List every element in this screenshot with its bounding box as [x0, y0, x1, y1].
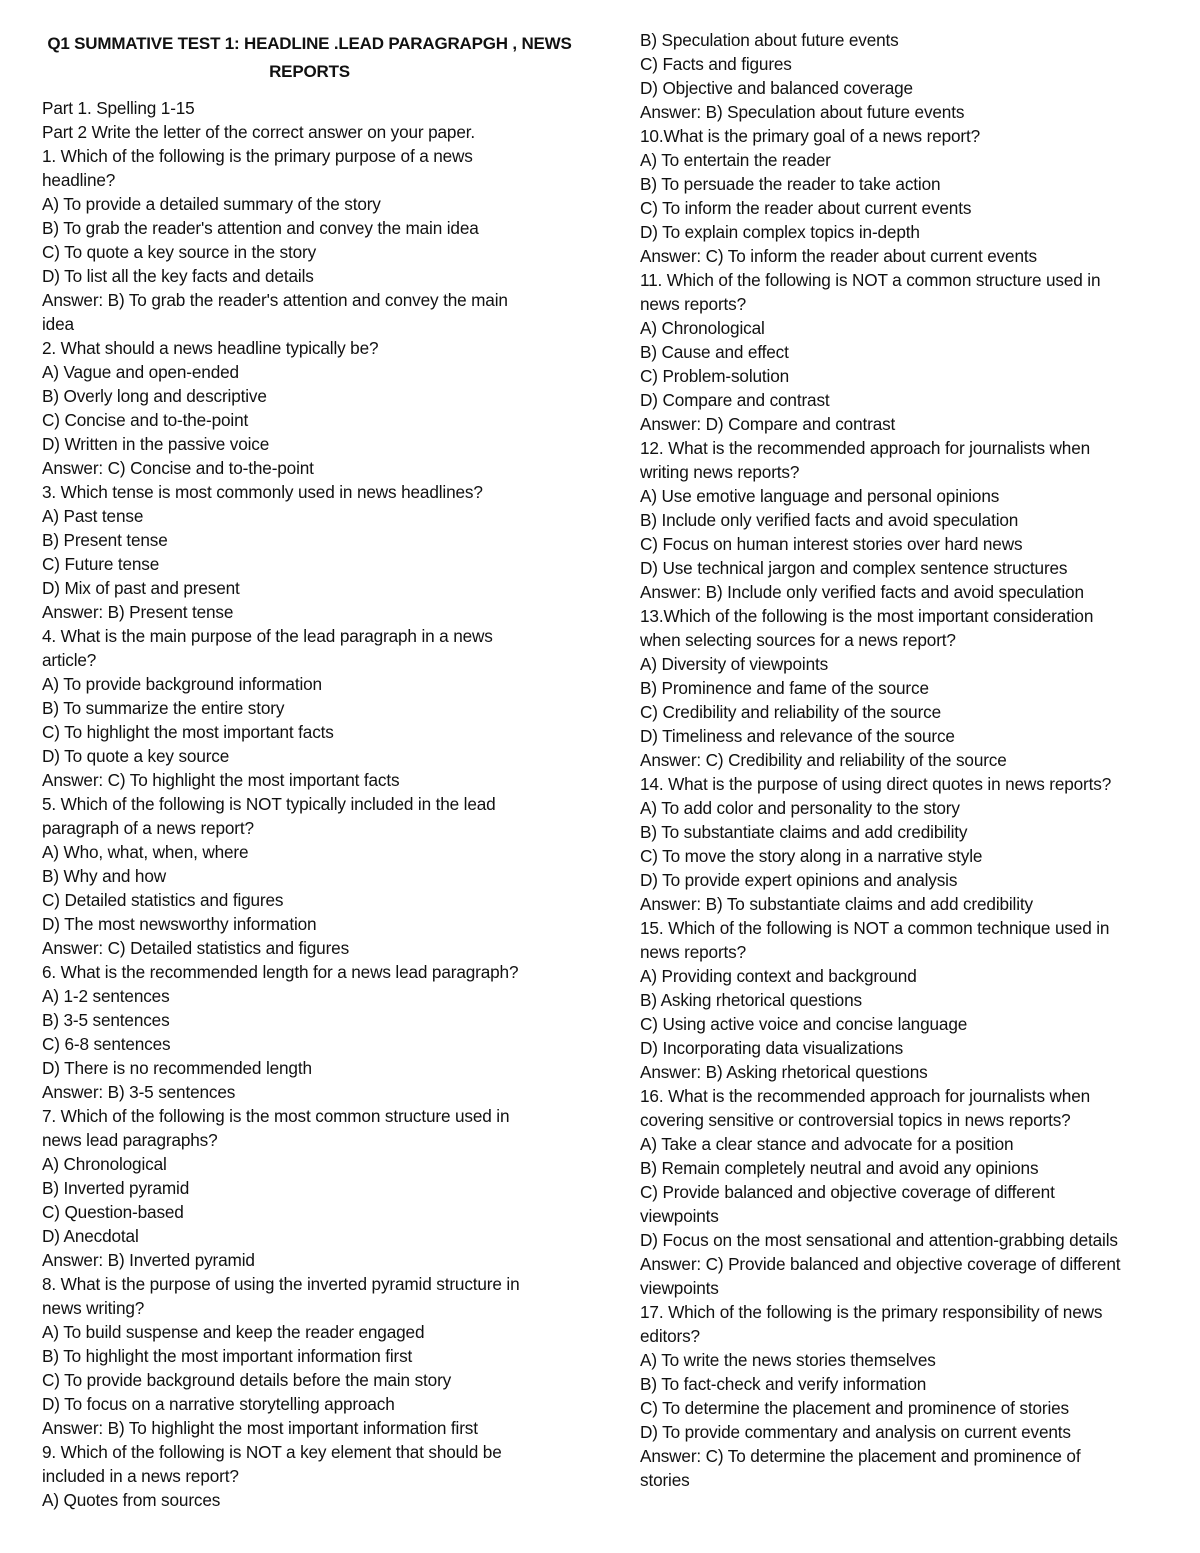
- right-column-line: when selecting sources for a news report?: [640, 630, 956, 650]
- right-column-line: C) To determine the placement and prominence of stories: [640, 1398, 1069, 1418]
- left-column-line: C) To quote a key source in the story: [42, 242, 317, 262]
- right-column-line: A) To add color and personality to the story: [640, 798, 960, 818]
- right-column-line: writing news reports?: [640, 462, 800, 482]
- right-column-line: Answer: C) Credibility and reliability of the source: [640, 750, 1007, 770]
- title-line-1: Q1 SUMMATIVE TEST 1: HEADLINE .LEAD PARAGRAPGH , NEWS: [47, 34, 572, 53]
- left-column-line: news writing?: [42, 1298, 145, 1318]
- left-column-line: A) To provide a detailed summary of the story: [42, 194, 381, 214]
- left-column-line: included in a news report?: [42, 1466, 239, 1486]
- left-column-line: Part 1. Spelling 1-15: [42, 98, 195, 118]
- left-column-line: A) To build suspense and keep the reader engaged: [42, 1322, 425, 1342]
- left-column-line: 5. Which of the following is NOT typically included in the lead: [42, 794, 496, 814]
- left-column-line: A) Who, what, when, where: [42, 842, 249, 862]
- left-column-line: 7. Which of the following is the most common structure used in: [42, 1106, 510, 1126]
- left-column-line: D) To list all the key facts and details: [42, 266, 314, 286]
- right-column-line: stories: [640, 1470, 690, 1490]
- right-column-line: A) Providing context and background: [640, 966, 917, 986]
- right-column-line: C) To move the story along in a narrative style: [640, 846, 983, 866]
- left-column-line: C) Detailed statistics and figures: [42, 890, 284, 910]
- left-column-line: B) Overly long and descriptive: [42, 386, 267, 406]
- right-column-line: viewpoints: [640, 1206, 719, 1226]
- title-line-2: REPORTS: [269, 62, 350, 81]
- right-column-line: D) To provide expert opinions and analysis: [640, 870, 958, 890]
- right-column-line: D) To explain complex topics in-depth: [640, 222, 920, 242]
- left-column-line: B) 3-5 sentences: [42, 1010, 170, 1030]
- right-column-line: B) To substantiate claims and add credibility: [640, 822, 968, 842]
- right-column-line: covering sensitive or controversial topics in news reports?: [640, 1110, 1071, 1130]
- left-column-line: B) Present tense: [42, 530, 168, 550]
- right-column-line: B) Include only verified facts and avoid speculation: [640, 510, 1019, 530]
- right-column-line: news reports?: [640, 942, 747, 962]
- left-column-line: A) Vague and open-ended: [42, 362, 239, 382]
- right-column-line: A) Take a clear stance and advocate for a position: [640, 1134, 1014, 1154]
- right-column-line: 12. What is the recommended approach for journalists when: [640, 438, 1091, 458]
- left-column-line: Answer: C) Detailed statistics and figures: [42, 938, 350, 958]
- left-column-line: C) Concise and to-the-point: [42, 410, 249, 430]
- right-column-line: Answer: D) Compare and contrast: [640, 414, 896, 434]
- right-column-line: B) To persuade the reader to take action: [640, 174, 941, 194]
- right-column-line: 10.What is the primary goal of a news report?: [640, 126, 981, 146]
- right-column-line: A) To write the news stories themselves: [640, 1350, 936, 1370]
- left-column-line: Part 2 Write the letter of the correct answer on your paper.: [42, 122, 475, 142]
- left-column-line: A) To provide background information: [42, 674, 322, 694]
- left-column-line: C) Future tense: [42, 554, 160, 574]
- right-column-line: C) To inform the reader about current events: [640, 198, 972, 218]
- left-column-line: B) To grab the reader's attention and convey the main idea: [42, 218, 479, 238]
- left-column-line: C) To highlight the most important facts: [42, 722, 334, 742]
- right-column-line: 17. Which of the following is the primary responsibility of news: [640, 1302, 1103, 1322]
- right-column-line: B) To fact-check and verify information: [640, 1374, 927, 1394]
- left-column-line: Answer: B) To highlight the most important information first: [42, 1418, 478, 1438]
- left-column-line: article?: [42, 650, 97, 670]
- left-column-line: B) Inverted pyramid: [42, 1178, 190, 1198]
- left-column-line: 6. What is the recommended length for a news lead paragraph?: [42, 962, 519, 982]
- right-column-line: C) Using active voice and concise language: [640, 1014, 968, 1034]
- right-column-line: editors?: [640, 1326, 700, 1346]
- right-column-line: Answer: C) To determine the placement and prominence of: [640, 1446, 1081, 1466]
- left-column-line: B) To highlight the most important information first: [42, 1346, 413, 1366]
- left-column-line: D) There is no recommended length: [42, 1058, 312, 1078]
- left-column-line: A) Past tense: [42, 506, 144, 526]
- left-column-line: A) Chronological: [42, 1154, 167, 1174]
- left-column-line: 2. What should a news headline typically be?: [42, 338, 379, 358]
- right-column-line: Answer: B) To substantiate claims and add credibility: [640, 894, 1033, 914]
- right-column-line: Answer: B) Include only verified facts and avoid speculation: [640, 582, 1084, 602]
- left-column-line: A) Quotes from sources: [42, 1490, 221, 1510]
- right-column-line: C) Provide balanced and objective coverage of different: [640, 1182, 1055, 1202]
- right-column-line: B) Prominence and fame of the source: [640, 678, 929, 698]
- left-column-line: C) 6-8 sentences: [42, 1034, 171, 1054]
- right-column-line: D) To provide commentary and analysis on current events: [640, 1422, 1071, 1442]
- right-column-line: A) Diversity of viewpoints: [640, 654, 829, 674]
- right-column-line: C) Facts and figures: [640, 54, 792, 74]
- right-column-line: A) To entertain the reader: [640, 150, 831, 170]
- left-column-line: D) Written in the passive voice: [42, 434, 270, 454]
- left-column-line: Answer: B) Present tense: [42, 602, 234, 622]
- right-column-line: B) Remain completely neutral and avoid any opinions: [640, 1158, 1039, 1178]
- right-column-line: C) Focus on human interest stories over hard news: [640, 534, 1023, 554]
- right-column-line: A) Chronological: [640, 318, 765, 338]
- left-column-line: 1. Which of the following is the primary purpose of a news: [42, 146, 473, 166]
- left-column-line: 8. What is the purpose of using the inverted pyramid structure in: [42, 1274, 520, 1294]
- left-column-line: A) 1-2 sentences: [42, 986, 170, 1006]
- right-column-line: Answer: B) Speculation about future events: [640, 102, 965, 122]
- right-column-line: C) Problem-solution: [640, 366, 790, 386]
- right-column-line: D) Objective and balanced coverage: [640, 78, 913, 98]
- left-column-line: D) To focus on a narrative storytelling approach: [42, 1394, 395, 1414]
- right-column-line: Answer: C) To inform the reader about current events: [640, 246, 1037, 266]
- right-column-line: Answer: C) Provide balanced and objective coverage of different: [640, 1254, 1121, 1274]
- right-column-line: Answer: B) Asking rhetorical questions: [640, 1062, 928, 1082]
- left-column-line: Answer: C) To highlight the most important facts: [42, 770, 400, 790]
- left-column-line: C) Question-based: [42, 1202, 184, 1222]
- left-column-line: Answer: C) Concise and to-the-point: [42, 458, 314, 478]
- left-column-line: 9. Which of the following is NOT a key element that should be: [42, 1442, 502, 1462]
- left-column-line: B) Why and how: [42, 866, 166, 886]
- left-column-line: D) Mix of past and present: [42, 578, 240, 598]
- left-column-line: D) To quote a key source: [42, 746, 230, 766]
- right-column-line: B) Cause and effect: [640, 342, 789, 362]
- right-column-line: news reports?: [640, 294, 747, 314]
- left-column-line: 4. What is the main purpose of the lead paragraph in a news: [42, 626, 493, 646]
- right-column-line: A) Use emotive language and personal opinions: [640, 486, 1000, 506]
- right-column-line: viewpoints: [640, 1278, 719, 1298]
- left-column: [42, 28, 577, 1512]
- left-column-line: idea: [42, 314, 74, 334]
- right-column-line: B) Speculation about future events: [640, 30, 899, 50]
- right-column-line: B) Asking rhetorical questions: [640, 990, 862, 1010]
- right-column-line: 16. What is the recommended approach for journalists when: [640, 1086, 1091, 1106]
- right-column-line: D) Timeliness and relevance of the source: [640, 726, 955, 746]
- left-column-line: news lead paragraphs?: [42, 1130, 218, 1150]
- right-column-text: [640, 28, 1175, 1492]
- right-column-line: D) Use technical jargon and complex sentence structures: [640, 558, 1068, 578]
- right-column-line: 13.Which of the following is the most important consideration: [640, 606, 1094, 626]
- left-column-line: Answer: B) 3-5 sentences: [42, 1082, 236, 1102]
- right-column-line: 11. Which of the following is NOT a common structure used in: [640, 270, 1101, 290]
- left-column-line: B) To summarize the entire story: [42, 698, 285, 718]
- right-column-line: C) Credibility and reliability of the source: [640, 702, 941, 722]
- left-column-line: 3. Which tense is most commonly used in news headlines?: [42, 482, 483, 502]
- left-column-line: C) To provide background details before the main story: [42, 1370, 452, 1390]
- left-column-line: headline?: [42, 170, 116, 190]
- right-column-line: D) Focus on the most sensational and attention-grabbing details: [640, 1230, 1118, 1250]
- right-column-line: 15. Which of the following is NOT a common technique used in: [640, 918, 1110, 938]
- right-column-line: D) Compare and contrast: [640, 390, 830, 410]
- left-column-line: D) Anecdotal: [42, 1226, 139, 1246]
- document-title: [42, 28, 577, 86]
- right-column: [640, 28, 1175, 1492]
- left-column-line: paragraph of a news report?: [42, 818, 254, 838]
- left-column-line: Answer: B) To grab the reader's attention and convey the main: [42, 290, 508, 310]
- left-column-text: [42, 96, 577, 1512]
- right-column-line: D) Incorporating data visualizations: [640, 1038, 904, 1058]
- left-column-line: D) The most newsworthy information: [42, 914, 317, 934]
- left-column-line: Answer: B) Inverted pyramid: [42, 1250, 255, 1270]
- right-column-line: 14. What is the purpose of using direct quotes in news reports?: [640, 774, 1112, 794]
